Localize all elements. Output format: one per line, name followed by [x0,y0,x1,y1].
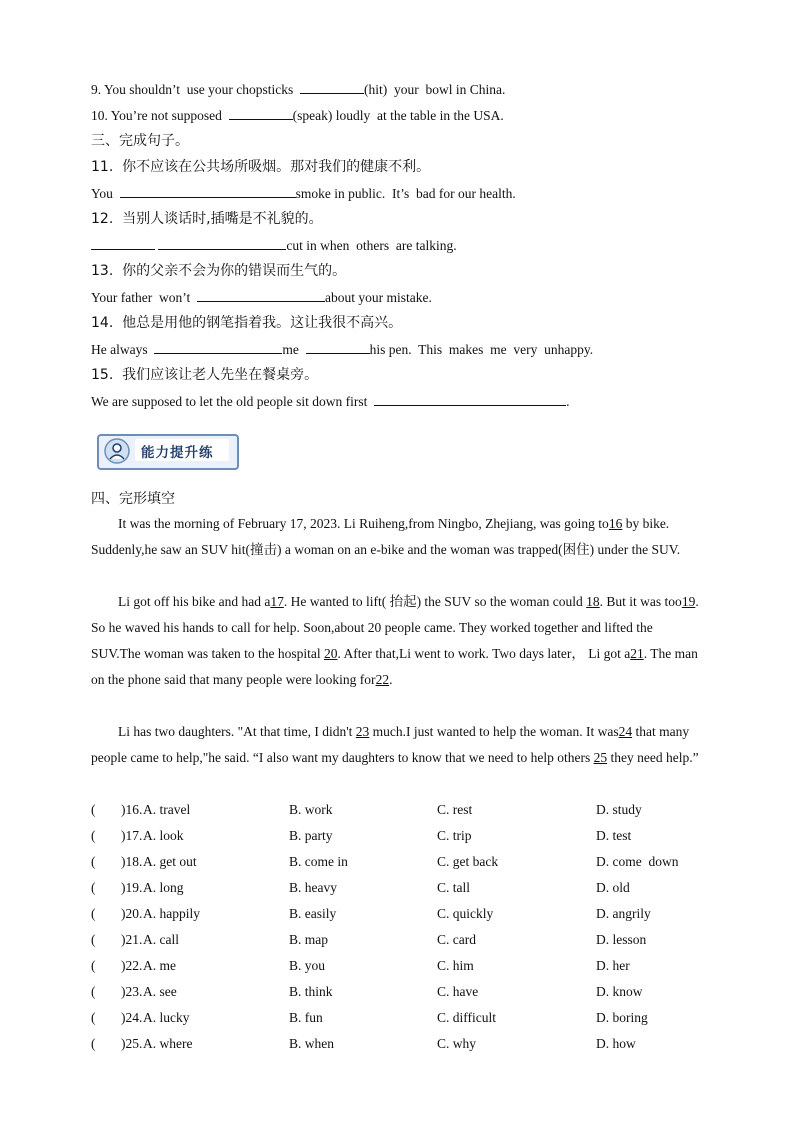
question-number: )24. [121,1010,143,1025]
question-number: )16. [121,802,143,817]
blank-24[interactable]: 24 [618,724,633,739]
option-c[interactable]: C. tall [437,880,470,895]
answer-blank[interactable] [154,340,282,354]
option-a[interactable]: A. travel [143,802,191,817]
passage-paragraph-2: Li got off his bike and had a17. He wanted to lift( 抬起) the SUV so the woman could 18. But it was too19. So he waved his hands to call for help. Soon,about 20 people came. They worked together and lifted the SUV.The woman was taken to the hospital 20. After that,Li went to work. Two days later， Li got a21. The man on the phone said that many people were looking for22. [91,594,699,687]
passage-paragraph-3: Li has two daughters. "At that time, I didn't 23 much.I just wanted to help the woman. It was24 that many people came to help,"he said. “I also want my daughters to know that we need to help others 25 they need help.” [91,724,699,765]
answer-bracket[interactable]: ( [91,802,96,817]
answer-bracket[interactable]: ( [91,828,96,843]
section-3-title: 三、完成句子。 [91,133,189,149]
sentence-11-en: You smoke in public. It’s bad for our health. [91,186,516,201]
answer-bracket[interactable]: ( [91,854,96,869]
blank-20[interactable]: 20 [323,646,338,661]
option-a[interactable]: A. lucky [143,1010,190,1025]
blank-22[interactable]: 22 [375,672,390,687]
option-a[interactable]: A. where [143,1036,193,1051]
sentence-12-zh: 12. 当别人谈话时,插嘴是不礼貌的。 [91,211,323,227]
option-row [91,879,703,897]
option-d[interactable]: D. how [596,1036,636,1051]
answer-blank[interactable] [300,80,364,94]
option-c[interactable]: C. why [437,1036,477,1051]
question-10: 10. You’re not supposed (speak) loudly at the table in the USA. [91,108,504,123]
blank-17[interactable]: 17 [270,594,284,609]
option-row [91,801,703,819]
blank-18[interactable]: 18 [586,594,600,609]
option-b[interactable]: B. party [289,828,333,843]
option-c[interactable]: C. quickly [437,906,494,921]
option-b[interactable]: B. fun [289,1010,323,1025]
option-d[interactable]: D. boring [596,1010,648,1025]
option-d[interactable]: D. come down [596,854,679,869]
sentence-12-en: cut in when others are talking. [91,236,457,255]
blank-19[interactable]: 19 [681,594,696,609]
option-b[interactable]: B. when [289,1036,334,1051]
blank-23[interactable]: 23 [355,724,370,739]
answer-bracket[interactable]: ( [91,984,96,999]
answer-bracket[interactable]: ( [91,880,96,895]
answer-bracket[interactable]: ( [91,906,96,921]
option-b[interactable]: B. come in [289,854,348,869]
option-row [91,827,703,845]
option-row [91,957,703,975]
question-number: )20. [121,906,143,921]
option-a[interactable]: A. happily [143,906,200,921]
question-number: )17. [121,828,143,843]
option-d[interactable]: D. lesson [596,932,647,947]
answer-bracket[interactable]: ( [91,932,96,947]
option-b[interactable]: B. work [289,802,333,817]
option-a[interactable]: A. me [143,958,176,973]
question-number: )19. [121,880,143,895]
option-row [91,931,703,949]
option-c[interactable]: C. difficult [437,1010,496,1025]
question-9: 9. You shouldn’t use your chopsticks (hit) your bowl in China. [91,82,506,97]
sentence-15-en: We are supposed to let the old people sit down first . [91,394,570,409]
option-c[interactable]: C. rest [437,802,473,817]
blank-16[interactable]: 16 [608,516,623,531]
answer-blank[interactable] [158,236,286,250]
option-c[interactable]: C. have [437,984,479,999]
student-icon [103,437,131,465]
option-d[interactable]: D. study [596,802,642,817]
option-b[interactable]: B. easily [289,906,337,921]
answer-bracket[interactable]: ( [91,1010,96,1025]
question-number: )22. [121,958,143,973]
answer-blank[interactable] [197,288,325,302]
sentence-13-zh: 13. 你的父亲不会为你的错误而生气的。 [91,263,347,279]
option-c[interactable]: C. him [437,958,474,973]
passage-paragraph-1: It was the morning of February 17, 2023. Li Ruiheng,from Ningbo, Zhejiang, was going to16 by bike. Suddenly,he saw an SUV hit(撞击) a woman on an e-bike and the woman was trapped(困住) under the SUV. [91,516,681,557]
question-number: )25. [121,1036,143,1051]
option-a[interactable]: A. see [143,984,177,999]
answer-bracket[interactable]: ( [91,1036,96,1051]
option-b[interactable]: B. think [289,984,333,999]
question-number: )21. [121,932,143,947]
option-row [91,1035,703,1053]
option-c[interactable]: C. card [437,932,476,947]
option-d[interactable]: D. know [596,984,643,999]
blank-21[interactable]: 21 [630,646,644,661]
answer-blank[interactable] [374,392,566,406]
option-b[interactable]: B. map [289,932,328,947]
banner-label: 能力提升练 [141,445,214,461]
option-d[interactable]: D. angrily [596,906,651,921]
option-d[interactable]: D. test [596,828,632,843]
option-row [91,905,703,923]
option-b[interactable]: B. heavy [289,880,337,895]
question-number: )23. [121,984,143,999]
option-a[interactable]: A. call [143,932,179,947]
question-number: )18. [121,854,143,869]
option-d[interactable]: D. old [596,880,630,895]
option-d[interactable]: D. her [596,958,630,973]
sentence-13-en: Your father won’t about your mistake. [91,290,432,305]
option-b[interactable]: B. you [289,958,326,973]
option-c[interactable]: C. get back [437,854,499,869]
option-a[interactable]: A. look [143,828,184,843]
option-row [91,853,703,871]
sentence-15-zh: 15. 我们应该让老人先坐在餐桌旁。 [91,367,319,383]
sentence-14-zh: 14. 他总是用他的钢笔指着我。这让我很不高兴。 [91,315,403,331]
answer-blank[interactable] [229,106,293,120]
option-c[interactable]: C. trip [437,828,472,843]
sentence-14-en: He always me his pen. This makes me very unhappy. [91,342,594,357]
answer-bracket[interactable]: ( [91,958,96,973]
blank-25[interactable]: 25 [593,750,608,765]
option-row [91,983,703,1001]
answer-blank[interactable] [306,340,370,354]
answer-blank[interactable] [91,236,155,250]
option-a[interactable]: A. long [143,880,184,895]
option-row [91,1009,703,1027]
option-a[interactable]: A. get out [143,854,197,869]
section-banner [97,431,237,469]
answer-blank[interactable] [120,184,296,198]
section-4-title: 四、完形填空 [91,491,175,507]
sentence-11-zh: 11. 你不应该在公共场所吸烟。那对我们的健康不利。 [91,159,431,175]
